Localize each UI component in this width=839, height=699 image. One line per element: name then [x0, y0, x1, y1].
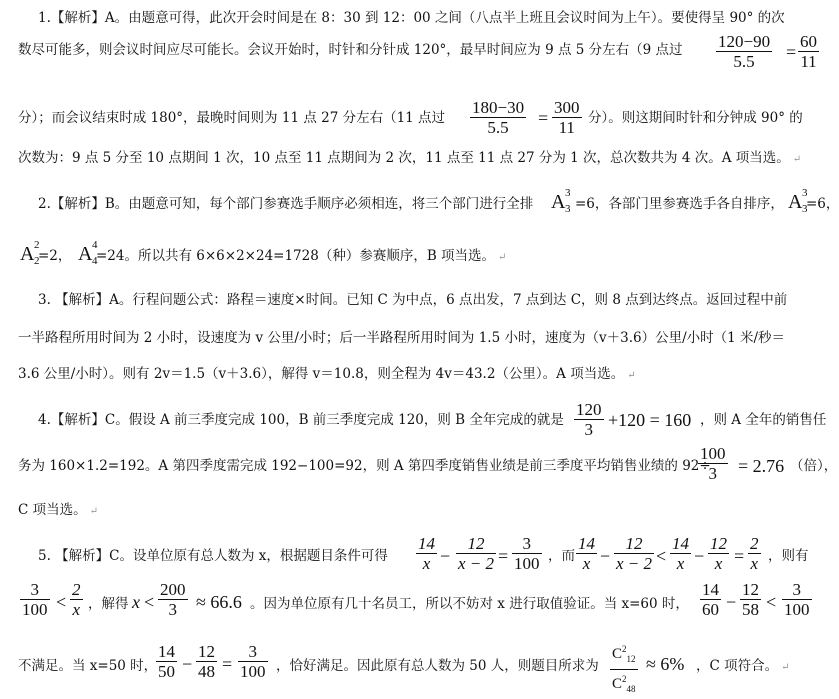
p5-frac-14-x: $\frac{14}{x}$ [418, 534, 435, 573]
minus-sign: − [182, 654, 193, 674]
p3-line2: 一半路程所用时间为 2 小时，设速度为 v 公里/小时；后一半路程所用时间为 1.5 小时，速度为（v＋3.6）公里/小时（1 米/秒＝ [18, 330, 786, 346]
less-than-sign: < [56, 592, 67, 612]
return-mark-icon: ↵ [627, 370, 636, 381]
p1-fraction-1: $\frac{120-90}{5.5}$ [718, 32, 771, 71]
permutation-a33: A 3 3 [551, 187, 571, 215]
less-than-sign: < [656, 546, 667, 566]
return-mark-icon: ↵ [792, 154, 802, 165]
approx-value: ≈ 66.6 [196, 592, 242, 612]
p5-line1: 5. 【解析】C。设单位原有总人数为 x，根据题目条件可得 [38, 548, 388, 564]
p1-line3-end: 分）。则这期间时针和分钟成 90° 的 [588, 110, 803, 126]
p5-frac-14-50: $\frac{14}{50}$ [158, 642, 175, 681]
permutation-a44: A 4 4 [78, 239, 98, 267]
p5-frac-3-100-b: $\frac{3}{100}$ [22, 580, 48, 619]
equals-sign: = [734, 546, 745, 566]
p2-line1-mid: =6，各部门里参赛选手各自排序， [575, 196, 784, 212]
permutation-a33-2: A 3 3 [788, 187, 808, 215]
p4-line2-end: （倍）， [790, 458, 838, 474]
p5-frac-12-x: $\frac{12}{x}$ [710, 534, 727, 573]
p1-line1: 1.【解析】A。由题意可得，此次开会时间是在 8：30 到 12：00 之间（八点半上班且会议时间为上午）。要使得呈 90° 的次 [38, 10, 785, 26]
p2-line2-a: =2， [38, 248, 72, 264]
minus-sign: − [600, 546, 611, 566]
minus-sign: − [694, 546, 705, 566]
p5-line3-b: ，恰好满足。因此原有总人数为 50 人，则题目所求为 [276, 658, 599, 674]
p5-frac-12-xm2-b: $\frac{12}{x - 2}$ [616, 534, 653, 573]
p2-line1-end: =6， [806, 196, 839, 212]
p4-expression-1: +120 = 160 [608, 410, 692, 430]
minus-sign: − [726, 592, 737, 612]
p5-frac-12-xm2: $\frac{12}{x - 2}$ [458, 534, 495, 573]
return-mark-icon: ↵ [781, 662, 790, 673]
p4-line3: C 项当选。 ↵ [18, 502, 99, 518]
p5-line2-a: ，解得 [88, 596, 129, 612]
p5-frac-12-58: $\frac{12}{58}$ [742, 580, 759, 619]
p5-combination-fraction: $\frac{C^2_{12}}{C^2_{48}}$ [610, 640, 638, 699]
percent-result: ≈ 6% [646, 654, 685, 674]
p5-frac-2-x: $\frac{2}{x}$ [750, 534, 759, 573]
p5-line3-end: ，C 项符合。 ↵ [696, 658, 790, 674]
minus-sign: − [440, 546, 451, 566]
p4-line1: 4.【解析】C。假设 A 前三季度完成 100，B 前三季度完成 120，则 B 全年完成的就是 [38, 412, 564, 428]
p5-line1-mid: ，而 [548, 548, 575, 564]
p5-line3-a: 不满足。当 x=50 时， [18, 658, 158, 674]
equals-sign: = [538, 108, 549, 128]
p4-line2: 务为 160×1.2=192。A 第四季度需完成 192−100=92，则 A 第四季度销售业绩是前三季度平均销售业绩的 92÷ [18, 458, 711, 474]
p1-line4: 次数为：9 点 5 分至 10 点期间 1 次，10 点至 11 点期间为 2 次，11 点至 11 点 27 分为 1 次，总次数共为 4 次。A 项当选。 ↵ [18, 150, 802, 166]
p4-expression-2: = 2.76 [738, 456, 785, 476]
p5-frac-14-x-b: $\frac{14}{x}$ [578, 534, 595, 573]
p5-frac-12-48: $\frac{12}{48}$ [198, 642, 215, 681]
p5-frac-3-100: $\frac{3}{100}$ [514, 534, 540, 573]
p5-frac-200-3: $\frac{200}{3}$ [160, 580, 186, 619]
equals-sign: = [222, 654, 233, 674]
p1-fraction-3: $\frac{180-30}{5.5}$ [472, 98, 525, 137]
p1-line3: 分）；而会议结束时成 180°，最晚时间则为 11 点 27 分左右（11 点过 [18, 110, 446, 126]
p5-frac-3-100-c: $\frac{3}{100}$ [784, 580, 810, 619]
p4-fraction-2: $\frac{100}{3}$ [700, 444, 726, 483]
less-than-sign: < [144, 592, 155, 612]
variable-x: x [132, 592, 140, 612]
p4-line1-end: ，则 A 全年的销售任 [700, 412, 827, 428]
p5-line1-end: ，则有 [768, 548, 809, 564]
p1-line2: 数尽可能多，则会议时间应尽可能长。会议开始时，时针和分针成 120°，最早时间应为 9 点 5 分左右（9 点过 [18, 42, 683, 58]
permutation-a22: A 2 2 [20, 239, 40, 267]
p1-fraction-2: $\frac{60}{11}$ [800, 32, 817, 71]
p5-line2-b: 。因为单位原有几十名员工，所以不妨对 x 进行取值验证。当 x=60 时， [250, 596, 689, 612]
p1-fraction-4: $\frac{300}{11}$ [554, 98, 580, 137]
return-mark-icon: ↵ [89, 506, 99, 517]
p3-line1: 3. 【解析】A。行程问题公式：路程＝速度×时间。已知 C 为中点，6 点出发，7 点到达 C，则 8 点到达终点。返回过程中前 [38, 292, 788, 308]
equals-sign: = [786, 42, 797, 62]
return-mark-icon: ↵ [498, 252, 507, 263]
p4-fraction-1: $\frac{120}{3}$ [576, 400, 602, 439]
p5-frac-14-x-c: $\frac{14}{x}$ [672, 534, 689, 573]
p5-frac-2-x-b: $\frac{2}{x}$ [72, 580, 81, 619]
p2-line1: 2.【解析】B。由题意可知，每个部门参赛选手顺序必须相连，将三个部门进行全排 [38, 196, 534, 212]
p5-frac-14-60: $\frac{14}{60}$ [702, 580, 719, 619]
p5-frac-3-100-d: $\frac{3}{100}$ [240, 642, 266, 681]
less-than-sign: < [766, 592, 777, 612]
p3-line3: 3.6 公里/小时）。则有 2v＝1.5（v＋3.6），解得 v＝10.8，则全程为 4v＝43.2（公里）。A 项当选。 ↵ [18, 366, 636, 382]
equals-sign: = [498, 546, 509, 566]
p2-line2-b: =24。所以共有 6×6×2×24=1728（种）参赛顺序，B 项当选。 ↵ [96, 248, 507, 264]
